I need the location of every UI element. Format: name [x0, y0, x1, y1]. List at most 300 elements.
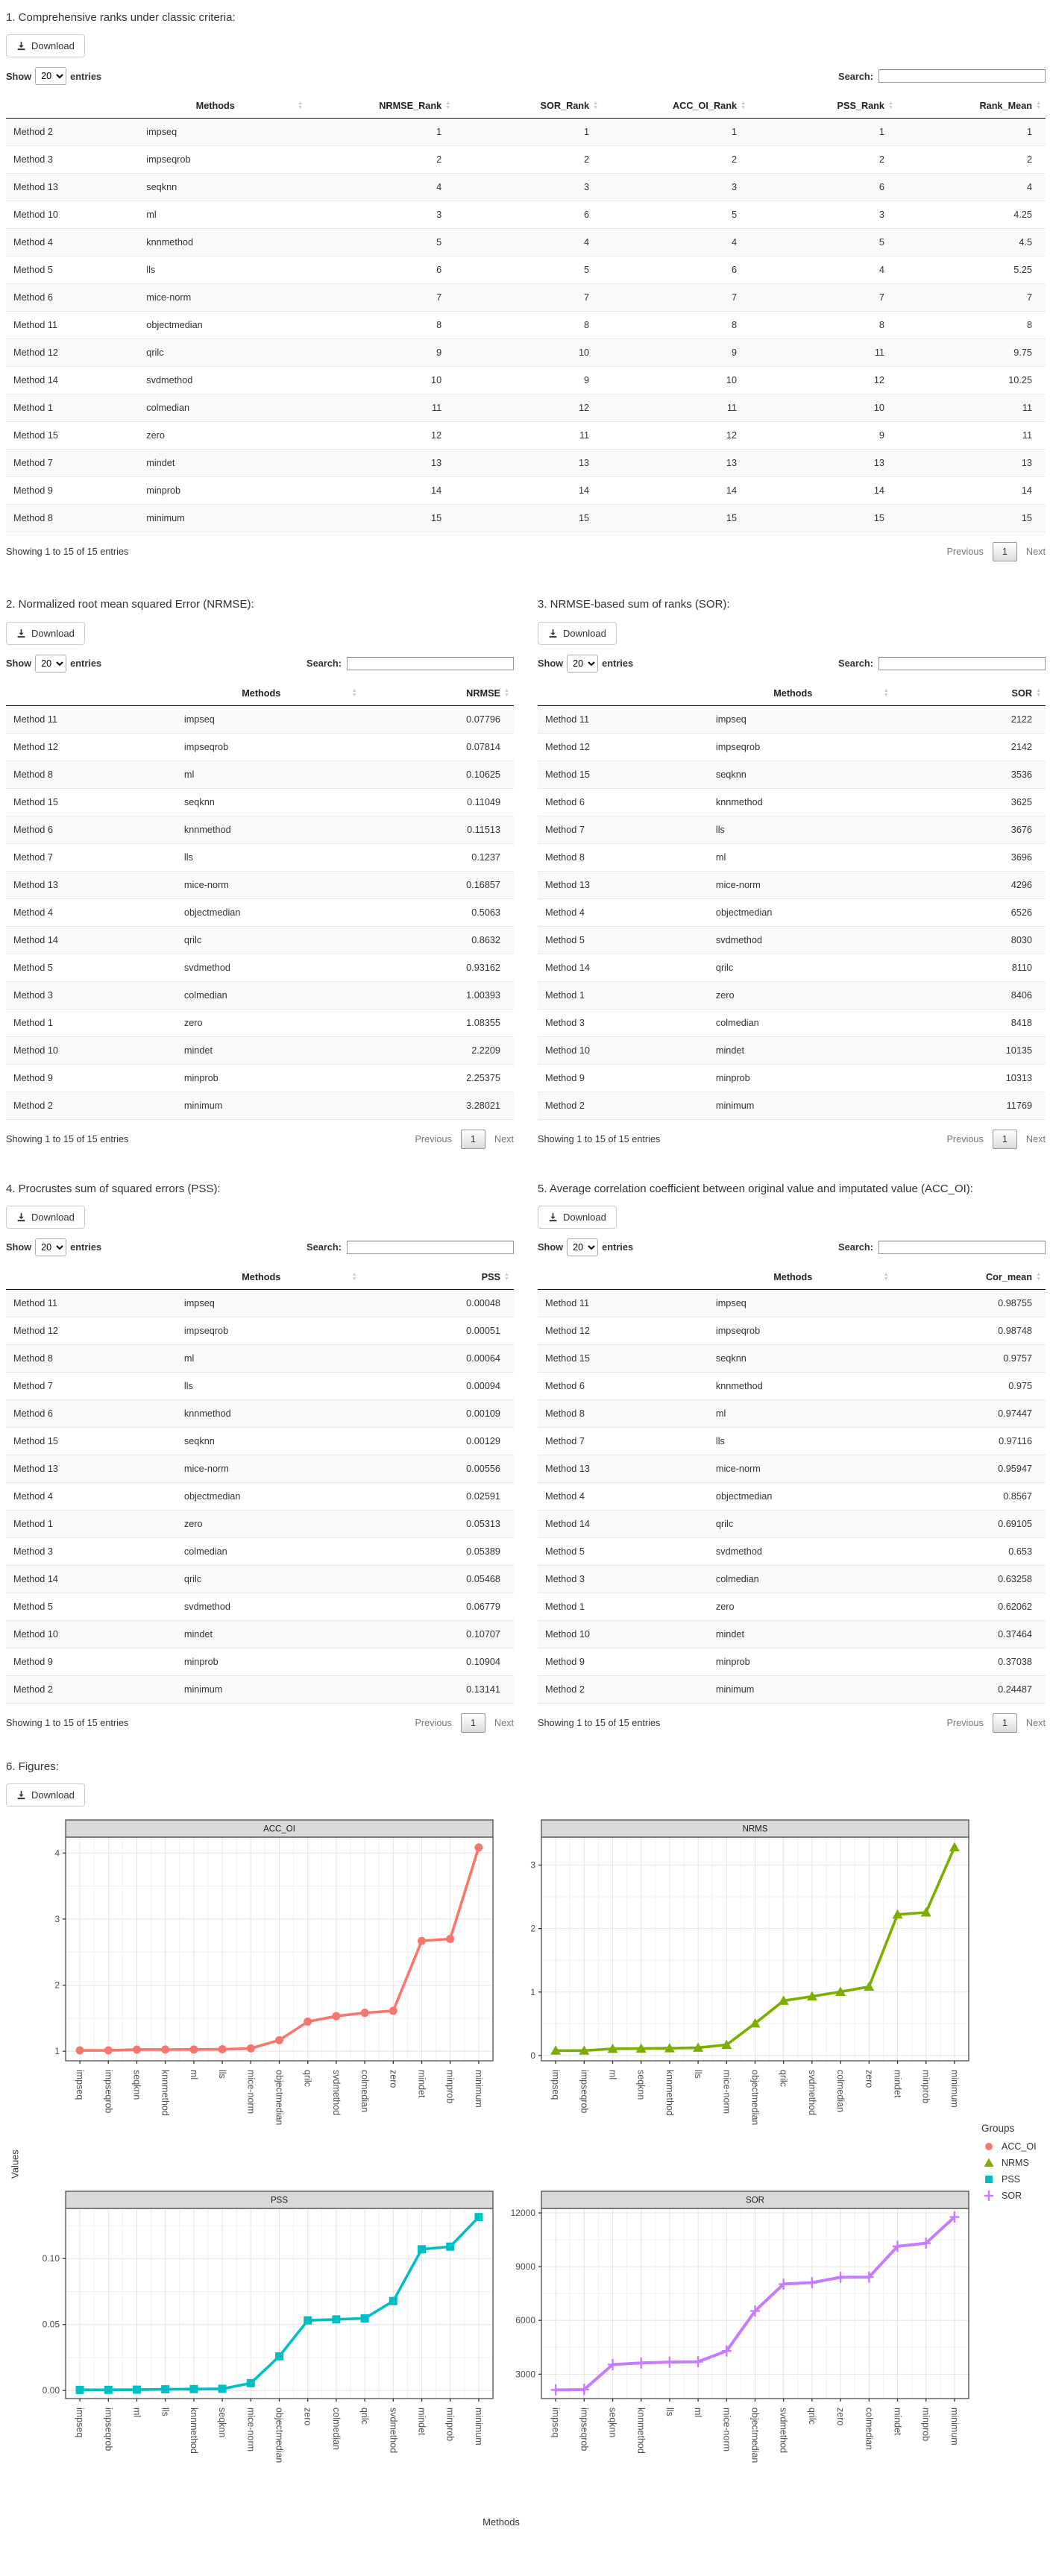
- table-cell: 0.10904: [362, 1648, 514, 1675]
- svg-text:knnmethod: knnmethod: [635, 2407, 647, 2454]
- table-cell: 1: [898, 119, 1046, 146]
- table-row: [538, 1289, 1046, 1317]
- table-row: [538, 1675, 1046, 1703]
- svg-text:svdmethod: svdmethod: [806, 2070, 817, 2116]
- download-icon: [16, 629, 26, 638]
- table-cell: Method 9: [538, 1648, 700, 1675]
- svg-text:impseqrob: impseqrob: [103, 2407, 114, 2451]
- table-cell: 3.28021: [362, 1092, 514, 1119]
- chart-pss: [27, 2191, 500, 2509]
- current-page-button[interactable]: 1: [461, 1130, 485, 1149]
- table-cell: 3676: [893, 816, 1046, 843]
- table-cell: 4: [603, 229, 750, 256]
- table-cell: objectmedian: [169, 1482, 362, 1510]
- figures-panel: [6, 1819, 1046, 2528]
- legend-entry-label: NRMS: [1002, 2158, 1029, 2168]
- table-cell: Method 10: [6, 201, 131, 229]
- section-sor: [538, 591, 1046, 1148]
- legend-entry-label: ACC_OI: [1002, 2141, 1037, 2152]
- table-row: [538, 1620, 1046, 1648]
- table-cell: Method 11: [6, 1289, 169, 1317]
- section-title: 3. NRMSE-based sum of ranks (SOR):: [538, 598, 730, 611]
- download-icon: [548, 629, 558, 638]
- column-header[interactable]: Methods ▲ ▼: [700, 681, 893, 706]
- download-button[interactable]: [6, 34, 85, 57]
- current-page-button[interactable]: 1: [993, 1713, 1017, 1733]
- table-cell: 3536: [893, 760, 1046, 788]
- svg-text:3: 3: [530, 1859, 535, 1871]
- page-size-select[interactable]: [35, 1238, 66, 1256]
- sort-icon: ▲ ▼: [504, 1271, 509, 1282]
- table-row: [6, 1064, 514, 1092]
- search-control: [307, 657, 514, 670]
- svg-text:mice-norm: mice-norm: [721, 2070, 732, 2114]
- previous-page-button[interactable]: Previous: [946, 547, 984, 558]
- table-cell: 14: [750, 477, 898, 505]
- table-cell: 9: [307, 339, 455, 367]
- chart-sor: [503, 2191, 975, 2509]
- column-header[interactable]: Methods ▲ ▼: [169, 1265, 362, 1290]
- table-cell: Method 11: [6, 705, 169, 733]
- table-cell: 0.653: [893, 1537, 1046, 1565]
- download-button[interactable]: [6, 622, 85, 645]
- table-cell: 0.00129: [362, 1427, 514, 1455]
- sort-icon: ▲ ▼: [351, 1271, 357, 1282]
- table-cell: lls: [169, 843, 362, 871]
- table-cell: 12: [603, 422, 750, 450]
- svg-text:minimum: minimum: [473, 2407, 484, 2446]
- table-cell: 12: [307, 422, 455, 450]
- table-row: [6, 505, 1046, 532]
- table-cell: 2: [750, 146, 898, 174]
- table-cell: 9: [750, 422, 898, 450]
- table-row: [538, 1537, 1046, 1565]
- column-header[interactable]: Methods ▲ ▼: [131, 94, 307, 119]
- table-cell: Method 1: [6, 394, 131, 422]
- svg-text:objectmedian: objectmedian: [749, 2070, 761, 2126]
- table-row: [538, 1009, 1046, 1036]
- table-cell: Method 3: [6, 981, 169, 1009]
- svg-text:mice-norm: mice-norm: [245, 2070, 257, 2114]
- section-acc: [538, 1176, 1046, 1733]
- table-cell: 5: [455, 256, 603, 284]
- table-cell: 4.25: [898, 201, 1046, 229]
- table-row: [538, 1482, 1046, 1510]
- download-label: Download: [31, 1211, 75, 1223]
- table-cell: 8: [750, 312, 898, 339]
- table-cell: svdmethod: [700, 1537, 893, 1565]
- table-row: [6, 284, 1046, 312]
- x-axis-title: Methods: [483, 2516, 520, 2528]
- current-page-button[interactable]: 1: [993, 1130, 1017, 1149]
- table-cell: Method 12: [6, 1317, 169, 1344]
- svg-text:svdmethod: svdmethod: [778, 2407, 789, 2454]
- table-row: [6, 788, 514, 816]
- table-cell: 0.00094: [362, 1372, 514, 1399]
- current-page-button[interactable]: 1: [993, 542, 1017, 561]
- table-cell: zero: [700, 981, 893, 1009]
- table-row: [538, 816, 1046, 843]
- table-row: [6, 871, 514, 898]
- table-cell: ml: [169, 760, 362, 788]
- search-control: [838, 657, 1046, 670]
- table-cell: mindet: [700, 1036, 893, 1064]
- svg-text:impseq: impseq: [550, 2070, 562, 2100]
- current-page-button[interactable]: 1: [461, 1713, 485, 1733]
- table-cell: 0.00556: [362, 1455, 514, 1482]
- table-row: [6, 1372, 514, 1399]
- svg-text:mindet: mindet: [892, 2070, 903, 2098]
- table-row: [6, 174, 1046, 201]
- column-header[interactable]: Rank_Mean ▲ ▼: [898, 94, 1046, 119]
- search-label: Search:: [838, 1241, 873, 1253]
- section-pss: [6, 1176, 514, 1733]
- svg-text:lls: lls: [664, 2407, 675, 2416]
- svg-text:2: 2: [530, 1923, 535, 1934]
- table-cell: minprob: [700, 1064, 893, 1092]
- table-row: [6, 1620, 514, 1648]
- table-row: [6, 981, 514, 1009]
- table-row: [6, 256, 1046, 284]
- table-cell: qrilc: [169, 1565, 362, 1593]
- table-cell: Method 13: [538, 871, 700, 898]
- svg-text:lls: lls: [217, 2070, 228, 2079]
- table-cell: impseqrob: [169, 1317, 362, 1344]
- table-cell: 11: [603, 394, 750, 422]
- download-button[interactable]: [6, 1783, 85, 1807]
- svg-text:mindet: mindet: [416, 2070, 427, 2098]
- table-cell: Method 14: [538, 954, 700, 981]
- table-cell: knnmethod: [700, 788, 893, 816]
- table-cell: Method 4: [6, 898, 169, 926]
- column-header[interactable]: Methods ▲ ▼: [169, 681, 362, 706]
- table-row: [6, 954, 514, 981]
- table-cell: 10135: [893, 1036, 1046, 1064]
- table-cell: 0.63258: [893, 1565, 1046, 1593]
- page-size-control: [6, 655, 101, 673]
- download-button[interactable]: [538, 622, 617, 645]
- sort-icon: ▲ ▼: [1036, 1271, 1041, 1282]
- table-cell: ml: [700, 1399, 893, 1427]
- table-cell: Method 5: [6, 954, 169, 981]
- table-cell: 7: [898, 284, 1046, 312]
- column-header[interactable]: ACC_OI_Rank ▲ ▼: [603, 94, 750, 119]
- page-size-select[interactable]: [567, 655, 598, 673]
- next-page-button[interactable]: Next: [1025, 1717, 1046, 1728]
- sort-icon: ▲ ▼: [1036, 101, 1041, 111]
- table-cell: mindet: [700, 1620, 893, 1648]
- table-cell: 0.9757: [893, 1344, 1046, 1372]
- section-nrmse: [6, 591, 514, 1148]
- table-cell: 0.00048: [362, 1289, 514, 1317]
- column-header[interactable]: Cor_mean ▲ ▼: [893, 1265, 1046, 1290]
- download-button[interactable]: [538, 1206, 617, 1229]
- table-cell: Method 6: [6, 816, 169, 843]
- table-cell: 0.10625: [362, 760, 514, 788]
- table-cell: 8: [603, 312, 750, 339]
- table-cell: 11769: [893, 1092, 1046, 1119]
- page-size-select[interactable]: [35, 67, 66, 85]
- table-cell: 4: [898, 174, 1046, 201]
- table-cell: 1: [603, 119, 750, 146]
- svg-text:qrilc: qrilc: [359, 2407, 371, 2425]
- table-cell: Method 10: [6, 1620, 169, 1648]
- page-size-control: [6, 1238, 101, 1256]
- table-cell: 9.75: [898, 339, 1046, 367]
- table-cell: 0.97447: [893, 1399, 1046, 1427]
- section-title: 5. Average correlation coefficient between original value and imputated value (ACC_OI):: [538, 1182, 973, 1195]
- svg-text:colmedian: colmedian: [835, 2070, 846, 2112]
- section-ranks: [6, 10, 1046, 561]
- table-cell: 4296: [893, 871, 1046, 898]
- table-cell: Method 8: [6, 1344, 169, 1372]
- table-cell: 0.5063: [362, 898, 514, 926]
- table-cell: ml: [169, 1344, 362, 1372]
- search-input[interactable]: [878, 657, 1046, 670]
- table-cell: 3: [603, 174, 750, 201]
- table-header-row: [6, 681, 514, 706]
- svg-text:1: 1: [54, 2046, 60, 2057]
- table-cell: Method 3: [6, 1537, 169, 1565]
- svg-text:seqknn: seqknn: [131, 2070, 142, 2100]
- table-cell: Method 13: [6, 1455, 169, 1482]
- svg-text:NRMS: NRMS: [742, 1824, 768, 1834]
- previous-page-button[interactable]: Previous: [415, 1133, 452, 1144]
- svg-text:zero: zero: [835, 2407, 846, 2426]
- table-cell: 0.37038: [893, 1648, 1046, 1675]
- table-cell: 6526: [893, 898, 1046, 926]
- table-cell: mice-norm: [169, 1455, 362, 1482]
- table-cell: qrilc: [700, 1510, 893, 1537]
- table-cell: 0.07814: [362, 733, 514, 760]
- table-row: [538, 1036, 1046, 1064]
- table-cell: 0.10707: [362, 1620, 514, 1648]
- table-cell: impseq: [131, 119, 307, 146]
- table-cell: Method 9: [6, 477, 131, 505]
- table-cell: Method 12: [6, 733, 169, 760]
- download-button[interactable]: [6, 1206, 85, 1229]
- search-input[interactable]: [878, 69, 1046, 83]
- legend-entry-label: SOR: [1002, 2191, 1022, 2201]
- next-page-button[interactable]: Next: [494, 1717, 514, 1728]
- table-cell: colmedian: [700, 1009, 893, 1036]
- table-cell: Method 2: [6, 1092, 169, 1119]
- svg-text:impseqrob: impseqrob: [579, 2070, 590, 2114]
- svg-text:ACC_OI: ACC_OI: [263, 1824, 295, 1834]
- svg-text:lls: lls: [693, 2070, 704, 2079]
- column-header[interactable]: PSS_Rank ▲ ▼: [750, 94, 898, 119]
- next-page-button[interactable]: Next: [1025, 547, 1046, 558]
- table-cell: objectmedian: [131, 312, 307, 339]
- table-cell: mice-norm: [131, 284, 307, 312]
- table-row: [538, 1565, 1046, 1593]
- page-size-select[interactable]: [35, 655, 66, 673]
- table-cell: Method 5: [538, 1537, 700, 1565]
- table-row: [538, 871, 1046, 898]
- table-cell: Method 4: [6, 1482, 169, 1510]
- table-cell: 0.05313: [362, 1510, 514, 1537]
- show-label: Show: [6, 658, 32, 669]
- table-cell: Method 2: [538, 1675, 700, 1703]
- table-row: [6, 477, 1046, 505]
- table-info: Showing 1 to 15 of 15 entries: [538, 1717, 661, 1728]
- table-cell: Method 14: [6, 1565, 169, 1593]
- svg-text:colmedian: colmedian: [864, 2407, 875, 2450]
- table-cell: qrilc: [131, 339, 307, 367]
- table-row: [6, 312, 1046, 339]
- table-cell: mice-norm: [700, 1455, 893, 1482]
- table-cell: 2142: [893, 733, 1046, 760]
- table-row: [538, 1593, 1046, 1620]
- show-label: Show: [6, 1241, 32, 1253]
- table-cell: 0.98748: [893, 1317, 1046, 1344]
- search-input[interactable]: [347, 657, 514, 670]
- svg-text:knnmethod: knnmethod: [188, 2407, 199, 2454]
- table-cell: Method 6: [6, 1399, 169, 1427]
- sort-icon: ▲ ▼: [741, 101, 746, 111]
- sort-icon: ▲ ▼: [888, 101, 893, 111]
- column-header[interactable]: SOR_Rank ▲ ▼: [455, 94, 603, 119]
- table-cell: 0.16857: [362, 871, 514, 898]
- page-size-select[interactable]: [567, 1238, 598, 1256]
- page-size-control: [538, 1238, 633, 1256]
- search-label: Search:: [838, 658, 873, 669]
- svg-text:0: 0: [530, 2050, 535, 2061]
- table-cell: seqknn: [131, 174, 307, 201]
- table-row: [6, 733, 514, 760]
- svg-text:svdmethod: svdmethod: [388, 2407, 399, 2454]
- column-header[interactable]: PSS ▲ ▼: [362, 1265, 514, 1290]
- table-cell: Method 12: [538, 1317, 700, 1344]
- table-cell: Method 15: [538, 1344, 700, 1372]
- svg-text:2: 2: [54, 1980, 60, 1991]
- table-row: [6, 1675, 514, 1703]
- svg-text:objectmedian: objectmedian: [749, 2407, 761, 2463]
- column-header[interactable]: SOR ▲ ▼: [893, 681, 1046, 706]
- table-cell: Method 15: [6, 422, 131, 450]
- table-row: [6, 760, 514, 788]
- sort-icon: ▲ ▼: [883, 687, 889, 698]
- table-cell: Method 8: [6, 505, 131, 532]
- table-row: [538, 1455, 1046, 1482]
- download-icon: [16, 41, 26, 51]
- table-cell: 10: [603, 367, 750, 394]
- table-cell: 3: [750, 201, 898, 229]
- table-cell: 13: [750, 450, 898, 477]
- legend-entry: [981, 2140, 1053, 2153]
- previous-page-button[interactable]: Previous: [415, 1717, 452, 1728]
- svg-text:qrilc: qrilc: [806, 2407, 817, 2425]
- pagination: [415, 1713, 514, 1733]
- column-header[interactable]: Methods ▲ ▼: [700, 1265, 893, 1290]
- entries-label: entries: [70, 658, 102, 669]
- table-cell: zero: [131, 422, 307, 450]
- svg-text:minprob: minprob: [444, 2070, 456, 2104]
- table-cell: minimum: [169, 1092, 362, 1119]
- search-input[interactable]: [878, 1241, 1046, 1254]
- table-cell: 0.24487: [893, 1675, 1046, 1703]
- table-row: [538, 705, 1046, 733]
- table-cell: 7: [750, 284, 898, 312]
- svg-text:minimum: minimum: [949, 2070, 960, 2108]
- svg-text:impseq: impseq: [75, 2070, 86, 2100]
- search-input[interactable]: [347, 1241, 514, 1254]
- sort-icon: ▲ ▼: [298, 101, 304, 111]
- table-cell: Method 2: [6, 119, 131, 146]
- table-cell: 14: [898, 477, 1046, 505]
- table-cell: impseqrob: [700, 1317, 893, 1344]
- column-header[interactable]: NRMSE_Rank ▲ ▼: [307, 94, 455, 119]
- table-cell: Method 1: [538, 981, 700, 1009]
- sort-icon: ▲ ▼: [351, 687, 357, 698]
- search-control: [307, 1241, 514, 1254]
- table-row: [538, 926, 1046, 954]
- table-cell: 14: [603, 477, 750, 505]
- acc-table: [538, 1265, 1046, 1704]
- next-page-button[interactable]: Next: [494, 1133, 514, 1144]
- svg-text:mice-norm: mice-norm: [721, 2407, 732, 2452]
- table-cell: 0.00051: [362, 1317, 514, 1344]
- table-cell: Method 15: [6, 1427, 169, 1455]
- table-cell: colmedian: [169, 1537, 362, 1565]
- svg-text:ml: ml: [131, 2407, 142, 2418]
- table-row: [538, 898, 1046, 926]
- next-page-button[interactable]: Next: [1025, 1133, 1046, 1144]
- table-cell: Method 6: [538, 788, 700, 816]
- table-cell: 0.95947: [893, 1455, 1046, 1482]
- legend-marker-icon: [981, 2173, 996, 2186]
- previous-page-button[interactable]: Previous: [946, 1133, 984, 1144]
- table-row: [538, 1399, 1046, 1427]
- table-cell: 15: [750, 505, 898, 532]
- table-cell: 1: [455, 119, 603, 146]
- table-cell: zero: [700, 1593, 893, 1620]
- svg-text:qrilc: qrilc: [302, 2070, 313, 2087]
- table-cell: Method 10: [538, 1036, 700, 1064]
- table-row: [6, 1036, 514, 1064]
- table-cell: 15: [455, 505, 603, 532]
- table-cell: 12: [455, 394, 603, 422]
- table-row: [6, 1455, 514, 1482]
- previous-page-button[interactable]: Previous: [946, 1717, 984, 1728]
- table-row: [6, 229, 1046, 256]
- table-row: [6, 1565, 514, 1593]
- table-row: [6, 394, 1046, 422]
- svg-text:zero: zero: [864, 2070, 875, 2088]
- table-cell: 3: [455, 174, 603, 201]
- ranks-table: [6, 94, 1046, 532]
- table-cell: Method 12: [6, 339, 131, 367]
- table-cell: minimum: [131, 505, 307, 532]
- search-control: [838, 1241, 1046, 1254]
- table-cell: 11: [898, 394, 1046, 422]
- table-cell: 0.93162: [362, 954, 514, 981]
- table-cell: Method 1: [538, 1593, 700, 1620]
- svg-text:PSS: PSS: [270, 2196, 289, 2205]
- table-row: [6, 201, 1046, 229]
- legend-marker-icon: [981, 2140, 996, 2153]
- table-cell: 6: [307, 256, 455, 284]
- table-cell: 11: [307, 394, 455, 422]
- column-header[interactable]: NRMSE ▲ ▼: [362, 681, 514, 706]
- svg-text:SOR: SOR: [746, 2196, 764, 2205]
- column-header: [6, 1265, 169, 1290]
- svg-text:ml: ml: [188, 2070, 199, 2080]
- svg-text:colmedian: colmedian: [330, 2407, 342, 2450]
- pagination: [415, 1130, 514, 1149]
- table-row: [6, 1289, 514, 1317]
- table-cell: Method 2: [6, 1675, 169, 1703]
